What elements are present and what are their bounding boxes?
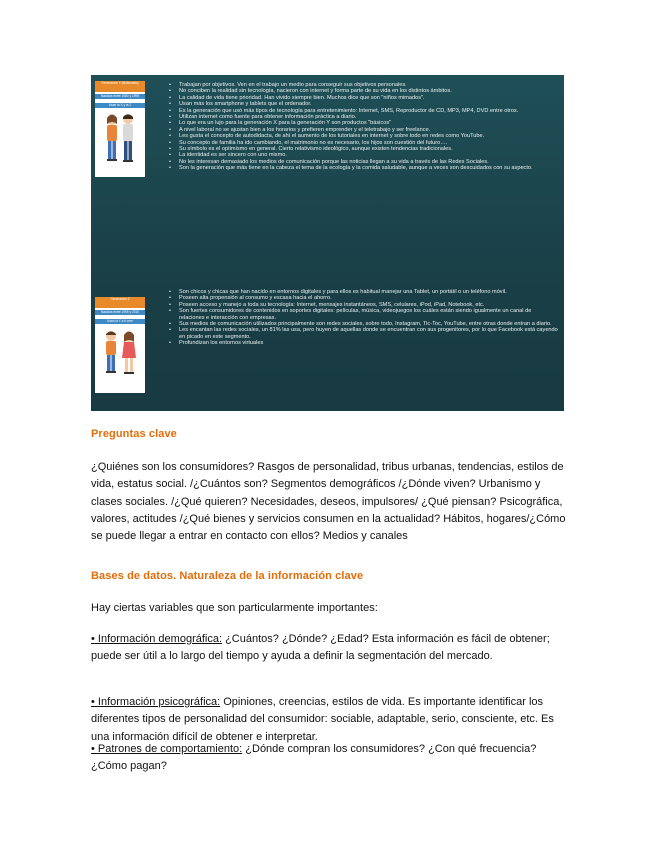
generation-z-card-title: Generación Z (95, 297, 145, 308)
paragraph-key-questions: ¿Quiénes son los consumidores? Rasgos de personalidad, tribus urbanas, tendencias, estilos de vida, estatus social. /¿Cuántos son? Segmentos demográficos /¿Dónde viven? Urbanismo y clases sociales. /¿Qué quieren? Necesidades, deseos, impulsores/ ¿Qué piensan? Psicográfica, valores, actitudes /¿Qué bienes y servicios consumen en la actualidad? Hábitos, hogares/¿Cómo se puede llegar a entrar en contacto con ellos? Medios y canales (91, 461, 566, 543)
generation-z-figures (95, 324, 145, 394)
list-item: • Les gusta el concepto de autodidacta, de ahí el aumento de los tutoriales en internet y sobre todo en redes como YouTube. (169, 133, 558, 139)
list-item: • Usan más los smartphone y tablets que el ordenador. (169, 101, 558, 107)
generation-y-card-band-2: Usan la X y la Z (95, 103, 145, 108)
behavior-patterns-text: ¿Dónde compran los consumidores? ¿Con qué frecuencia? ¿Cómo pagan? (91, 743, 537, 773)
behavior-patterns-label: • Patrones de comportamiento: (91, 743, 243, 755)
psychographic-info-label: • Información psicográfica: (91, 696, 221, 708)
list-item: • No conciben la realidad sin tecnología, nacieron con internet y forma parte de su vida en los distintos ámbitos. (169, 88, 558, 94)
psychographic-info-text: Opiniones, creencias, estilos de vida. Es importante identificar los diferentes tipos de personalidad del consumidor: sociable, adaptable, serio, consciente, etc. Es una información difícil de obtener e interpretar. (91, 696, 554, 743)
heading-preguntas-clave: Preguntas clave (91, 428, 177, 440)
generation-y-panel (91, 75, 564, 273)
list-item: • Poseen alta propensión al consumo y escasa hacia el ahorro. (169, 295, 558, 301)
list-item: • Son fuertes consumidores de contenidos en soportes digitales: películas, música, videojuegos los cuáles están siendo igualmente un canal de relaciones e interacción con empresas. (169, 308, 558, 321)
list-item: • No les interesan demasiado los medios de comunicación porque las noticias llegan a su vida a través de las Redes Sociales. (169, 159, 558, 165)
generation-y-bullet-list (169, 82, 558, 172)
demographic-info-text: ¿Cuántos? ¿Dónde? ¿Edad? Esta información es fácil de obtener; puede ser útil a lo largo del tiempo y ayuda a definir la segmentación del mercado. (91, 633, 550, 663)
list-item: • Son la generación que más tiene en la cabeza el tema de la ecología y la comida saludable, aunque a veces son descuidados con su aspecto. (169, 165, 558, 171)
list-item: • Sus medios de comunicación utilizados principalmente son redes sociales, sobre todo, Instagram, Tic-Toc, YouTube, entre otras donde entran a diario. (169, 321, 558, 327)
list-item: • Es la generación que usó más tipos de tecnología para entretenimiento: Internet, SMS, Reproductor de CD, MP3, MP4, DVD entre otros. (169, 108, 558, 114)
generation-z-card-band-1: Nacidos entre 1995 y 2010 (95, 310, 145, 315)
paragraph-behavior-patterns (91, 741, 571, 776)
generation-y-card-title: Generación Y (Millennials) (95, 81, 145, 92)
list-item: • La calidad de vida tiene prioridad. Han vivido siempre bien. Muchos dice que son "niños mimados". (169, 95, 558, 101)
generation-y-card-band-1: Nacidos entre 1980 y 1995 (95, 94, 145, 99)
list-item: • Su concepto de familia ha ido cambiando, el matrimonio no es necesario, los hijos son cuestión del futuro…. (169, 140, 558, 146)
demographic-info-label: • Información demográfica: (91, 633, 223, 645)
list-item: • Trabajan por objetivos. Ven en el trabajo un medio para conseguir sus objetivos personales. (169, 82, 558, 88)
generation-z-panel (91, 281, 564, 411)
generation-z-card (95, 297, 145, 393)
list-item: • Poseen acceso y manejo a toda su tecnología: Internet, mensajes instantáneos, SMS, celulares, iPod, iPad, Notebook, etc. (169, 302, 558, 308)
paragraph-demographic-info (91, 631, 571, 666)
generation-z-card-band-2: Usan la Y a ti cree (95, 319, 145, 324)
kids-illustration-icon (95, 324, 145, 394)
generation-z-bullet-list (169, 289, 558, 347)
list-item: • Son chicos y chicas que han nacido en entornos digitales y para ellos es habitual manejar una Tablet, un portátil o un teléfono móvil. (169, 289, 558, 295)
list-item: • La identidad es ser sincero con uno mismo. (169, 152, 558, 158)
generations-slide-image (91, 75, 564, 411)
list-item: • Profundizan los entornos virtuales (169, 340, 558, 346)
list-item: • Lo que era un lujo para la generación X para la generación Y son productos "básicos" (169, 120, 558, 126)
heading-bases-de-datos: Bases de datos. Naturaleza de la información clave (91, 570, 364, 582)
list-item: • A nivel laboral no se ajustan bien a los horarios y prefieren emprender y el teletrabajo y ser freelance. (169, 127, 558, 133)
list-item: • Utilizan internet como fuente para obtener información práctica a diario. (169, 114, 558, 120)
couple-illustration-icon (95, 108, 145, 178)
generation-y-card (95, 81, 145, 177)
generation-y-figures (95, 108, 145, 178)
paragraph-psychographic-info (91, 694, 571, 746)
paragraph-variables-intro: Hay ciertas variables que son particularmente importantes: (91, 602, 378, 614)
list-item: • Les encantan las redes sociales, un 81% las usa, pero huyen de aquellas donde se encuentran con sus progenitores, por lo que Facebook está cayendo en picado en este segmento. (169, 327, 558, 340)
list-item: • Su símbolo es el optimismo en general. Cierto relativismo ideológico, aunque existen tendencias tradicionales. (169, 146, 558, 152)
